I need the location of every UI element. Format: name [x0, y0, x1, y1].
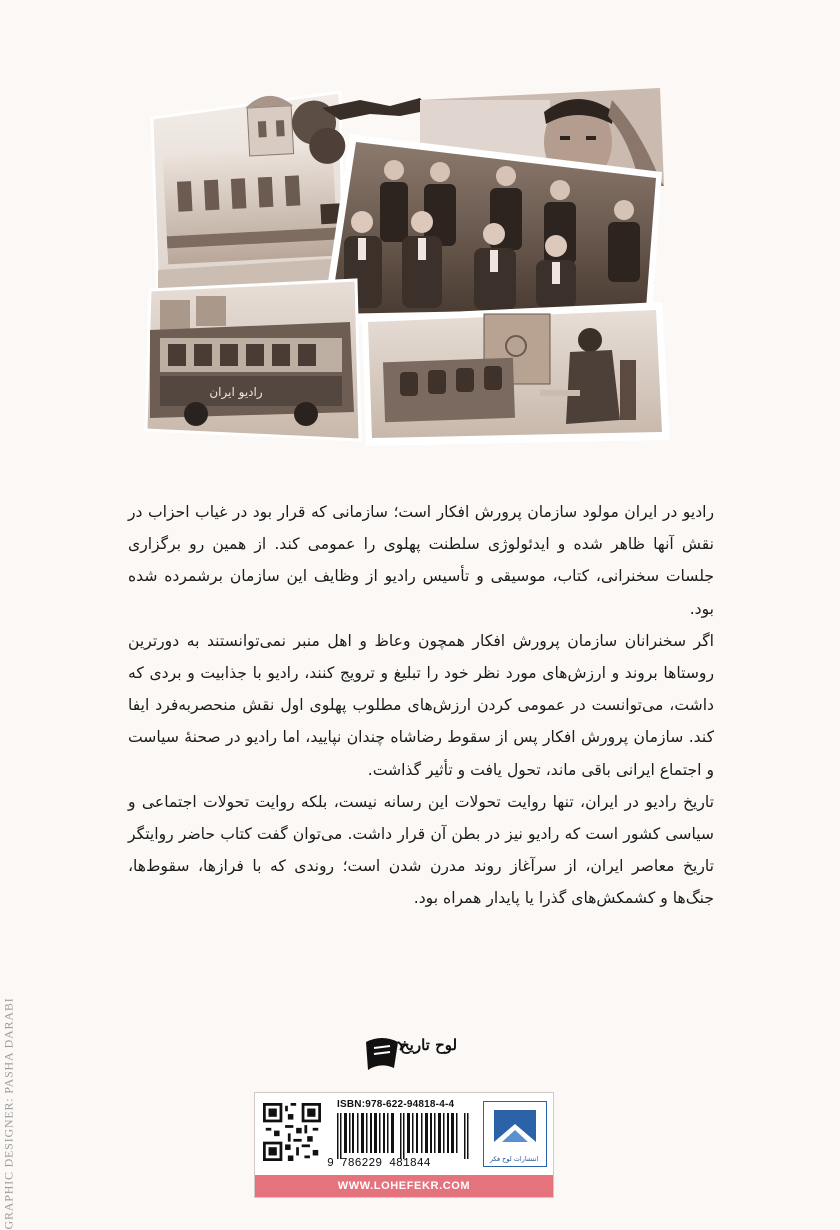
back-cover-blurb	[128, 496, 714, 915]
publisher-url[interactable]: WWW.LOHEFEKR.COM	[255, 1175, 553, 1197]
photo-building	[152, 92, 350, 300]
imprint-logo	[360, 1030, 500, 1086]
blurb-paragraph: رادیو در ایران مولود سازمان پرورش افکار است؛ سازمانی که قرار بود در غیاب احزاب در نقش آنها ظاهر شده و ایدئولوژی سلطنت پهلوی را عمومی کند. از همین رو برگزاری جلسات سخنرانی، کتاب، موسیقی و تأسیس رادیو از وظایف این سازمان برشمرده شده بود.	[128, 503, 714, 618]
ean-digits: 9 786229 481844	[327, 1157, 431, 1170]
bus-sign-text: رادیو ایران	[209, 385, 263, 399]
isbn-number: ISBN:978-622-94818-4-4	[337, 1099, 455, 1110]
isbn-panel	[254, 1092, 554, 1198]
photo-control-room	[362, 302, 670, 446]
photo-collage	[0, 0, 840, 460]
designer-credit: GRAPHIC DESIGNER: PASHA DARABI	[1, 997, 16, 1230]
blurb-paragraph: اگر سخنرانان سازمان پرورش افکار همچون وعاظ و اهل منبر نمی‌توانستند به دورترین روستاها بروند و ارزش‌های مورد نظر خود را تبلیغ و ترویج کنند، رادیو با جذابیت و بردی که داشت، می‌توانست در عمومی کردن ارزش‌های مطلوب پهلوی اول نقش منحصربه‌فرد ایفا کند. سازمان پرورش افکار پس از سقوط رضاشاه چندان نپایید، اما رادیو در صحنهٔ سیاست و اجتماع ایرانی باقی ماند، تحول یافت و تأثیر گذاشت.	[128, 631, 714, 779]
publisher-emblem-icon	[484, 1102, 546, 1156]
imprint-logo-text: لوح تاریخ	[400, 1036, 458, 1054]
scroll-icon	[360, 1032, 404, 1076]
photo-radio-bus	[146, 280, 360, 440]
barcode-image	[337, 1113, 469, 1159]
qr-code-icon	[263, 1103, 321, 1161]
blurb-paragraph: تاریخ رادیو در ایران، تنها روایت تحولات این رسانه نیست، بلکه روایت تحولات اجتماعی و سیاسی کشور است که رادیو نیز در بطن آن قرار داشت. می‌توان گفت کتاب حاضر روایتگر تاریخ معاصر ایران، از سرآغاز روند مدرن شدن است؛ روندی که با فرازها، سقوط‌ها، جنگ‌ها و کشمکش‌های گذرا یا پایدار همراه بود.	[128, 792, 714, 908]
publisher-name: انتشارات لوح فکر	[489, 1155, 539, 1163]
